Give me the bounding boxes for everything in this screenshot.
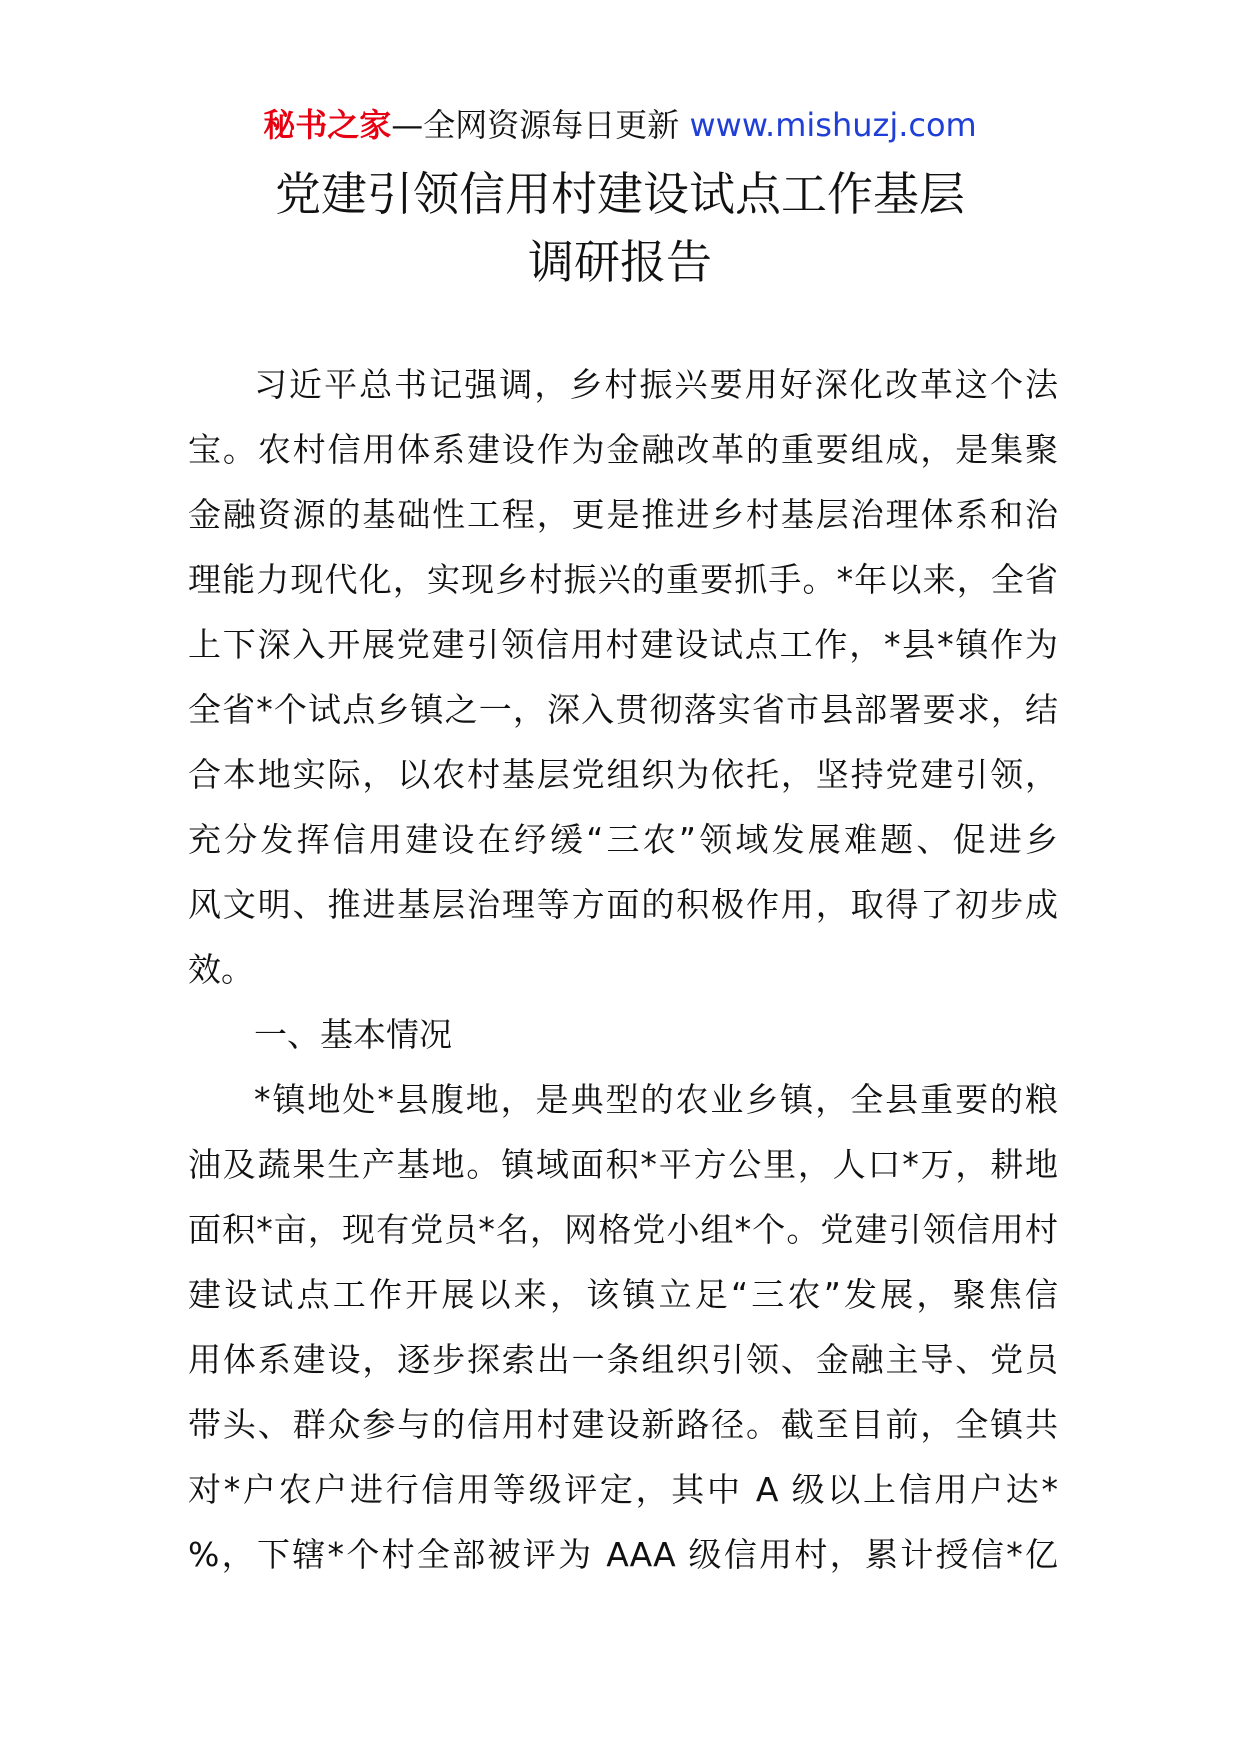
body-line: 宝。农村信用体系建设作为金融改革的重要组成，是集聚 [188,430,1058,469]
body-line: 理能力现代化，实现乡村振兴的重要抓手。*年以来，全省 [188,560,1058,599]
site-url[interactable]: www.mishuzj.com [689,106,977,144]
title-line-1: 党建引领信用村建设试点工作基层 [275,167,965,221]
body-line: 金融资源的基础性工程，更是推进乡村基层治理体系和治 [188,495,1058,534]
body-line: 全省*个试点乡镇之一，深入贯彻落实省市县部署要求，结 [188,690,1058,729]
body-line: 习近平总书记强调，乡村振兴要用好深化改革这个法 [254,365,1058,404]
brand-name: 秘书之家 [263,106,392,144]
header-tagline: —全网资源每日更新 [391,106,690,144]
body-line: 带头、群众参与的信用村建设新路径。截至目前，全镇共 [188,1405,1058,1444]
body-line: 面积*亩，现有党员*名，网格党小组*个。党建引领信用村 [188,1210,1058,1249]
body-line: 油及蔬果生产基地。镇域面积*平方公里，人口*万，耕地 [188,1145,1058,1184]
body-line: 上下深入开展党建引领信用村建设试点工作，*县*镇作为 [188,625,1058,664]
body-line: 充分发挥信用建设在纾缓“三农”领域发展难题、促进乡 [188,820,1058,859]
body-line: 建设试点工作开展以来，该镇立足“三农”发展，聚焦信 [188,1275,1058,1314]
site-header [0,100,1240,150]
document-title [0,160,1240,296]
body-line: 合本地实际，以农村基层党组织为依托，坚持党建引领， [188,755,1058,794]
body-line: 用体系建设，逐步探索出一条组织引领、金融主导、党员 [188,1340,1058,1379]
body-line: 对*户农户进行信用等级评定，其中 A 级以上信用户达* [188,1470,1058,1509]
section-heading: 一、基本情况 [254,1015,452,1054]
body-line: %，下辖*个村全部被评为 AAA 级信用村，累计授信*亿 [188,1535,1058,1574]
body-line: *镇地处*县腹地，是典型的农业乡镇，全县重要的粮 [254,1080,1058,1119]
body-line: 风文明、推进基层治理等方面的积极作用，取得了初步成 [188,885,1058,924]
title-line-2: 调研报告 [528,235,712,289]
document-body [188,352,1058,1587]
body-line: 效。 [188,950,254,989]
